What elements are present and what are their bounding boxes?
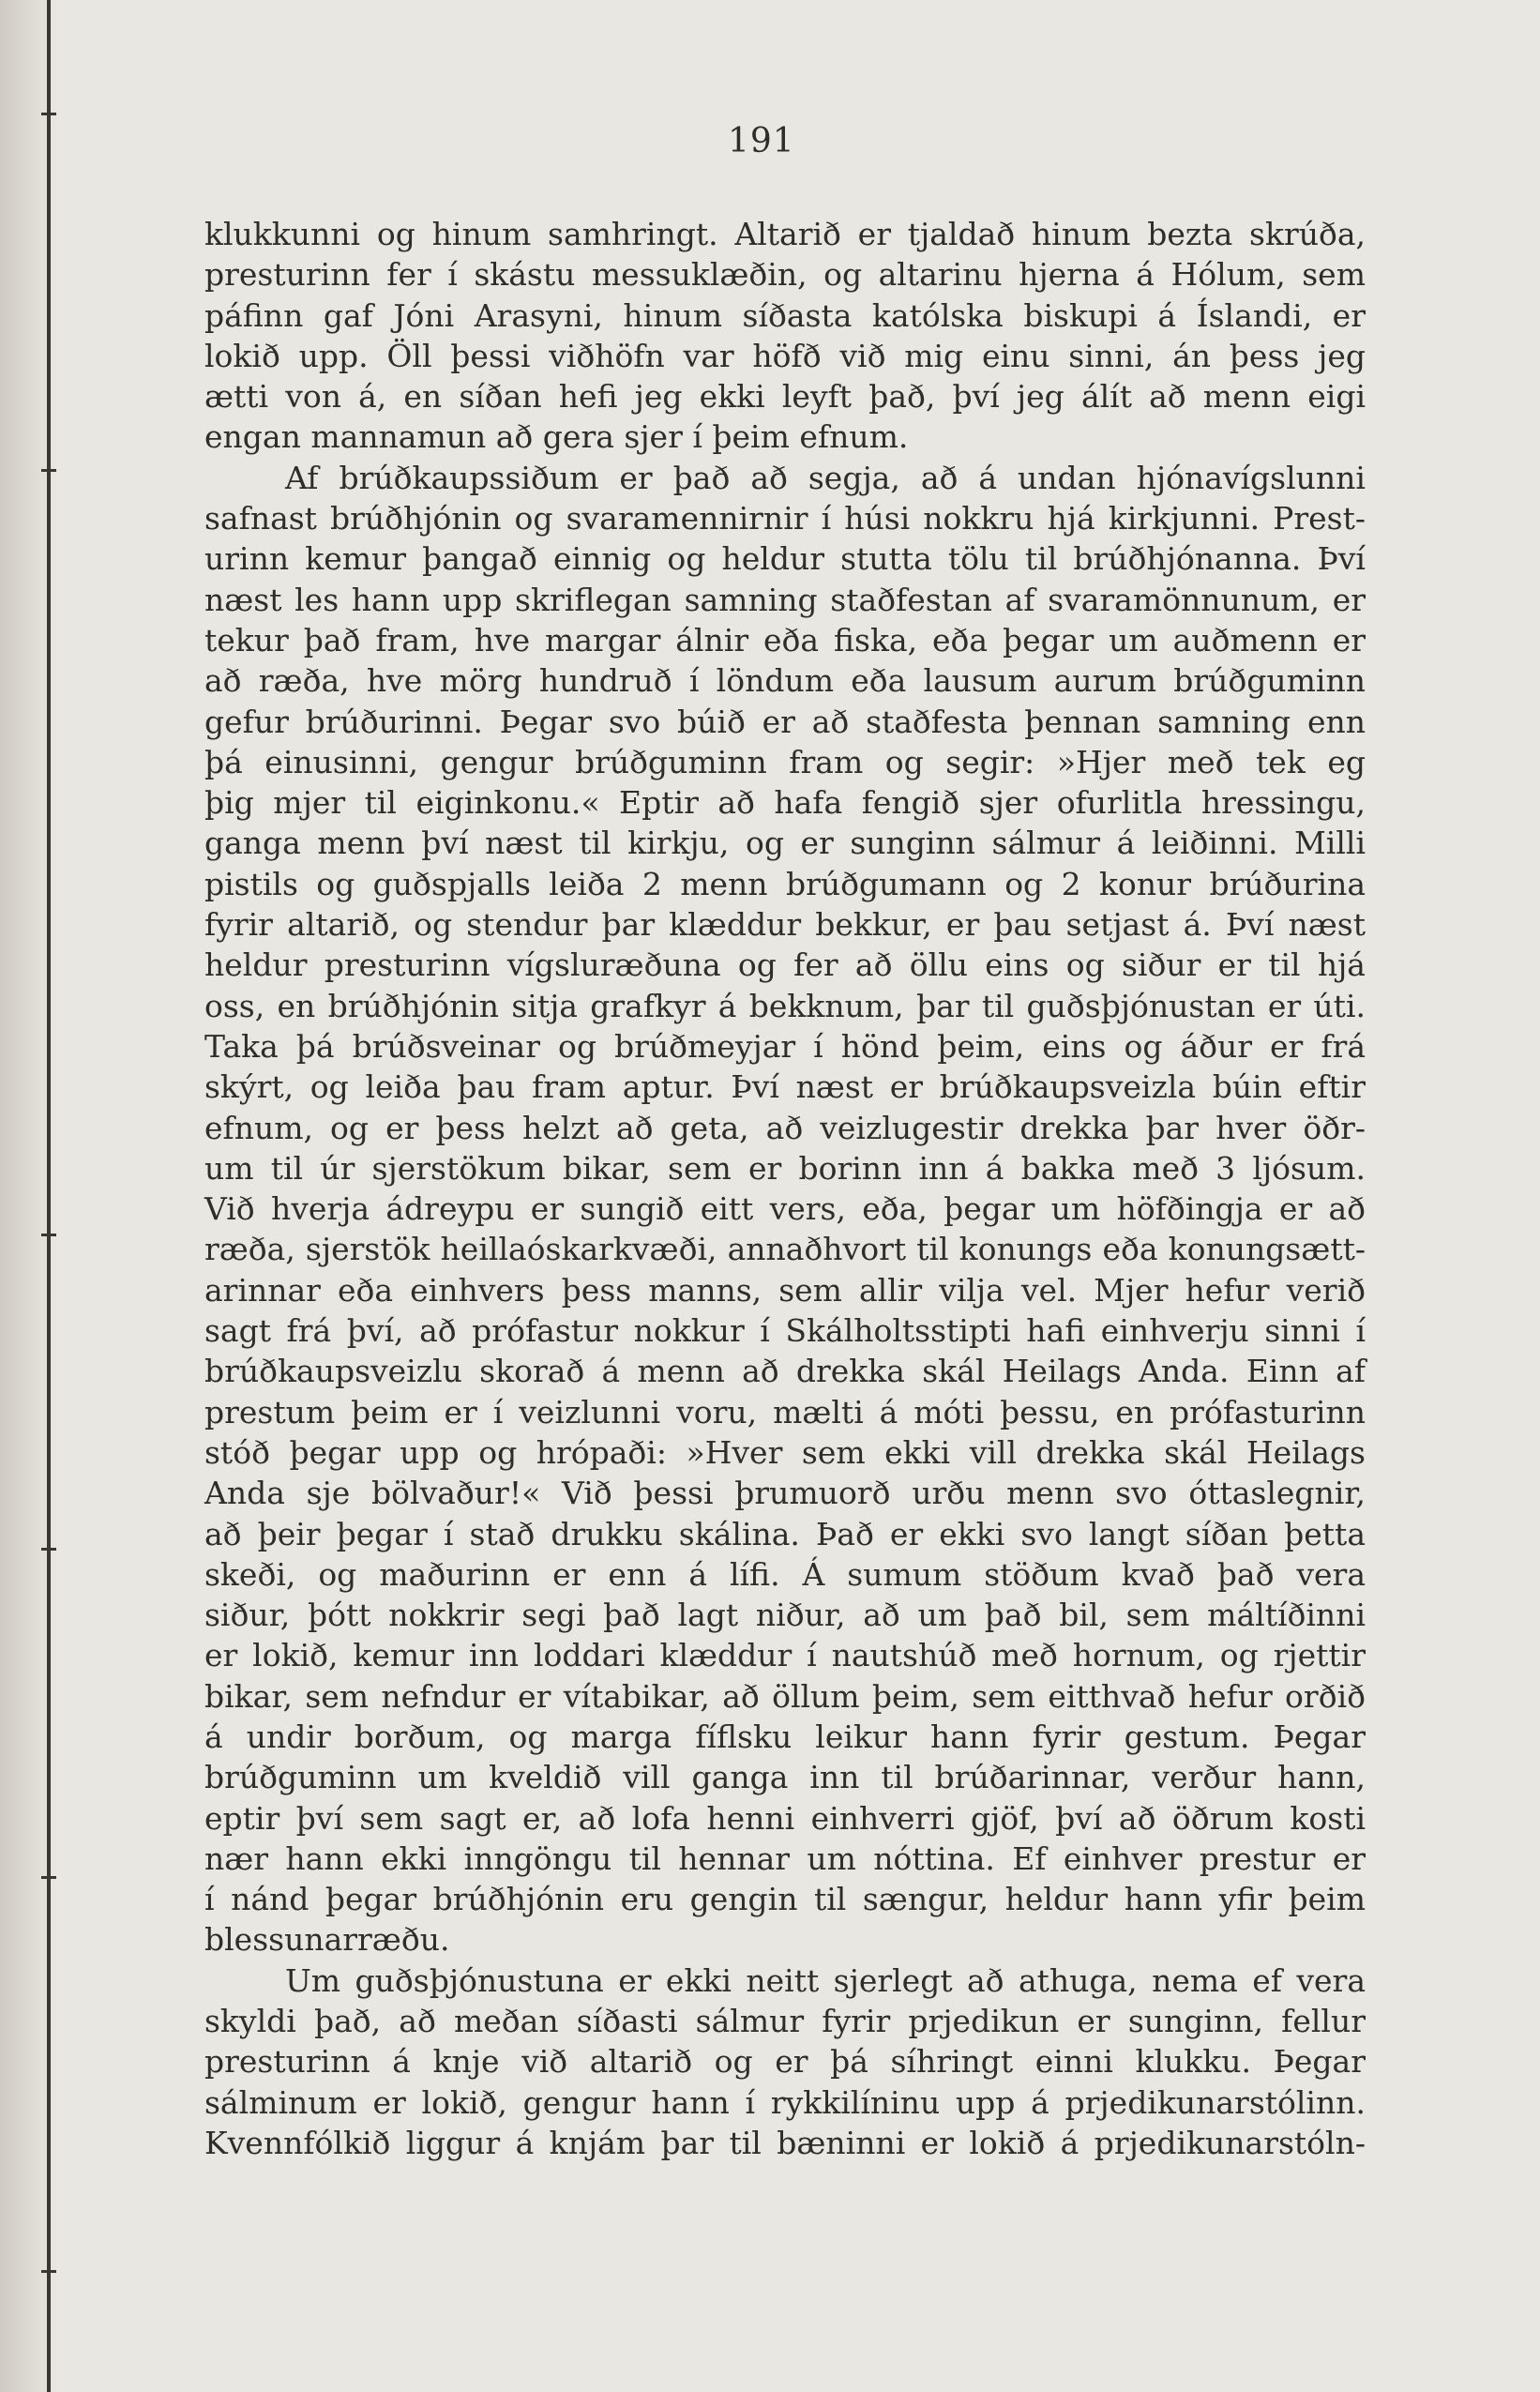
- text-line: efnum, og er þess helzt að geta, að veizlugestir drekka þar hver öðr-: [204, 1109, 1366, 1146]
- text-line: á undir borðum, og marga fíflsku leikur hann fyrir gestum. Þegar: [204, 1718, 1366, 1755]
- text-line: presturinn fer í skástu messuklæðin, og altarinu hjerna á Hólum, sem: [204, 256, 1366, 294]
- text-line: stóð þegar upp og hrópaði: »Hver sem ekki vill drekka skál Heilags: [204, 1433, 1366, 1471]
- text-line: Af brúðkaupssiðum er það að segja, að á undan hjónavígslunni: [285, 459, 1366, 496]
- text-line: brúðkaupsveizlu skorað á menn að drekka skál Heilags Anda. Einn af: [204, 1353, 1366, 1390]
- binding-mark: [41, 113, 56, 115]
- text-line: skýrt, og leiða þau fram aptur. Því næst er brúðkaupsveizla búin eftir: [204, 1068, 1366, 1106]
- binding-mark: [41, 1234, 56, 1236]
- text-line: næst les hann upp skriflegan samning staðfestan af svaramönnunum, er: [204, 581, 1366, 618]
- text-line: sagt frá því, að prófastur nokkur í Skálholtsstipti hafi einhverju sinni í: [204, 1312, 1366, 1350]
- text-line: tekur það fram, hve margar álnir eða fiska, eða þegar um auðmenn er: [204, 621, 1366, 659]
- text-line: í nánd þegar brúðhjónin eru gengin til sængur, heldur hann yfir þeim: [204, 1881, 1366, 1918]
- text-line: skeði, og maðurinn er enn á lífi. Á sumum stöðum kvað það vera: [204, 1555, 1366, 1593]
- body-text: [204, 214, 1366, 2163]
- text-line: engan mannamun að gera sjer í þeim efnum.: [204, 418, 909, 456]
- text-line: þá einusinni, gengur brúðguminn fram og segir: »Hjer með tek eg: [204, 743, 1366, 780]
- text-line: Taka þá brúðsveinar og brúðmeyjar í hönd þeim, eins og áður er frá: [204, 1027, 1366, 1065]
- text-line: klukkunni og hinum samhringt. Altarið er tjaldað hinum bezta skrúða,: [204, 216, 1366, 252]
- text-line: þig mjer til eiginkonu.« Eptir að hafa fengið sjer ofurlitla hressingu,: [204, 784, 1366, 822]
- text-line: safnast brúðhjónin og svaramennirnir í húsi nokkru hjá kirkjunni. Prest-: [204, 500, 1366, 537]
- binding-line: [47, 0, 51, 2392]
- text-line: Anda sje bölvaður!« Við þessi þrumuorð urðu menn svo óttaslegnir,: [204, 1475, 1366, 1512]
- text-line: Um guðsþjónustuna er ekki neitt sjerlegt að athuga, nema ef vera: [285, 1961, 1366, 1999]
- binding-mark: [41, 1876, 56, 1879]
- text-line: ræða, sjerstök heillaóskarkvæði, annaðhvort til konungs eða konungsætt-: [204, 1231, 1366, 1268]
- text-line: um til úr sjerstökum bikar, sem er borinn inn á bakka með 3 ljósum.: [204, 1149, 1366, 1187]
- text-line: fyrir altarið, og stendur þar klæddur bekkur, er þau setjast á. Því næst: [204, 906, 1366, 944]
- text-line: pistils og guðspjalls leiða 2 menn brúðgumann og 2 konur brúðurina: [204, 865, 1366, 902]
- text-line: er lokið, kemur inn loddari klæddur í nautshúð með hornum, og rjettir: [204, 1637, 1366, 1674]
- text-line: gefur brúðurinni. Þegar svo búið er að staðfesta þennan samning enn: [204, 703, 1366, 740]
- text-line: að ræða, hve mörg hundruð í löndum eða lausum aurum brúðguminn: [204, 662, 1366, 700]
- text-line: blessunarræðu.: [204, 1921, 450, 1959]
- text-line: bikar, sem nefndur er vítabikar, að öllum þeim, sem eitthvað hefur orðið: [204, 1677, 1366, 1715]
- binding-mark: [41, 2270, 56, 2273]
- text-line: skyldi það, að meðan síðasti sálmur fyrir prjedikun er sunginn, fellur: [204, 2003, 1366, 2040]
- page-number: 191: [728, 122, 795, 160]
- binding-mark: [41, 1548, 56, 1551]
- text-line: sálminum er lokið, gengur hann í rykkilíninu upp á prjedikunarstólinn.: [204, 2083, 1366, 2121]
- text-line: nær hann ekki inngöngu til hennar um nóttina. Ef einhver prestur er: [204, 1839, 1366, 1877]
- text-line: eptir því sem sagt er, að lofa henni einhverri gjöf, því að öðrum kosti: [204, 1799, 1366, 1837]
- text-line: Við hverja ádreypu er sungið eitt vers, eða, þegar um höfðingja er að: [204, 1190, 1366, 1228]
- text-line: Kvennfólkið liggur á knjám þar til bæninni er lokið á prjedikunarstóln-: [204, 2124, 1366, 2161]
- text-line: urinn kemur þangað einnig og heldur stutta tölu til brúðhjónanna. Því: [204, 540, 1366, 578]
- text-line: páfinn gaf Jóni Arasyni, hinum síðasta katólska biskupi á Íslandi, er: [204, 296, 1366, 334]
- text-line: ætti von á, en síðan hefi jeg ekki leyft það, því jeg álít að menn eigi: [204, 378, 1366, 416]
- text-line: ganga menn því næst til kirkju, og er sunginn sálmur á leiðinni. Milli: [204, 825, 1366, 862]
- text-line: arinnar eða einhvers þess manns, sem allir vilja vel. Mjer hefur verið: [204, 1271, 1366, 1309]
- text-line: siður, þótt nokkrir segi það lagt niður, að um það bil, sem máltíðinni: [204, 1597, 1366, 1634]
- text-line: heldur presturinn vígsluræðuna og fer að öllu eins og siður er til hjá: [204, 946, 1366, 984]
- text-line: brúðguminn um kveldið vill ganga inn til brúðarinnar, verður hann,: [204, 1759, 1366, 1796]
- text-line: að þeir þegar í stað drukku skálina. Það er ekki svo langt síðan þetta: [204, 1515, 1366, 1552]
- text-line: presturinn á knje við altarið og er þá síhringt einni klukku. Þegar: [204, 2043, 1366, 2081]
- text-line: prestum þeim er í veizlunni voru, mælti á móti þessu, en prófasturinn: [204, 1393, 1366, 1431]
- text-line: oss, en brúðhjónin sitja grafkyr á bekknum, þar til guðsþjónustan er úti.: [204, 987, 1366, 1024]
- binding-mark: [41, 469, 56, 472]
- text-line: lokið upp. Öll þessi viðhöfn var höfð við mig einu sinni, án þess jeg: [204, 337, 1366, 374]
